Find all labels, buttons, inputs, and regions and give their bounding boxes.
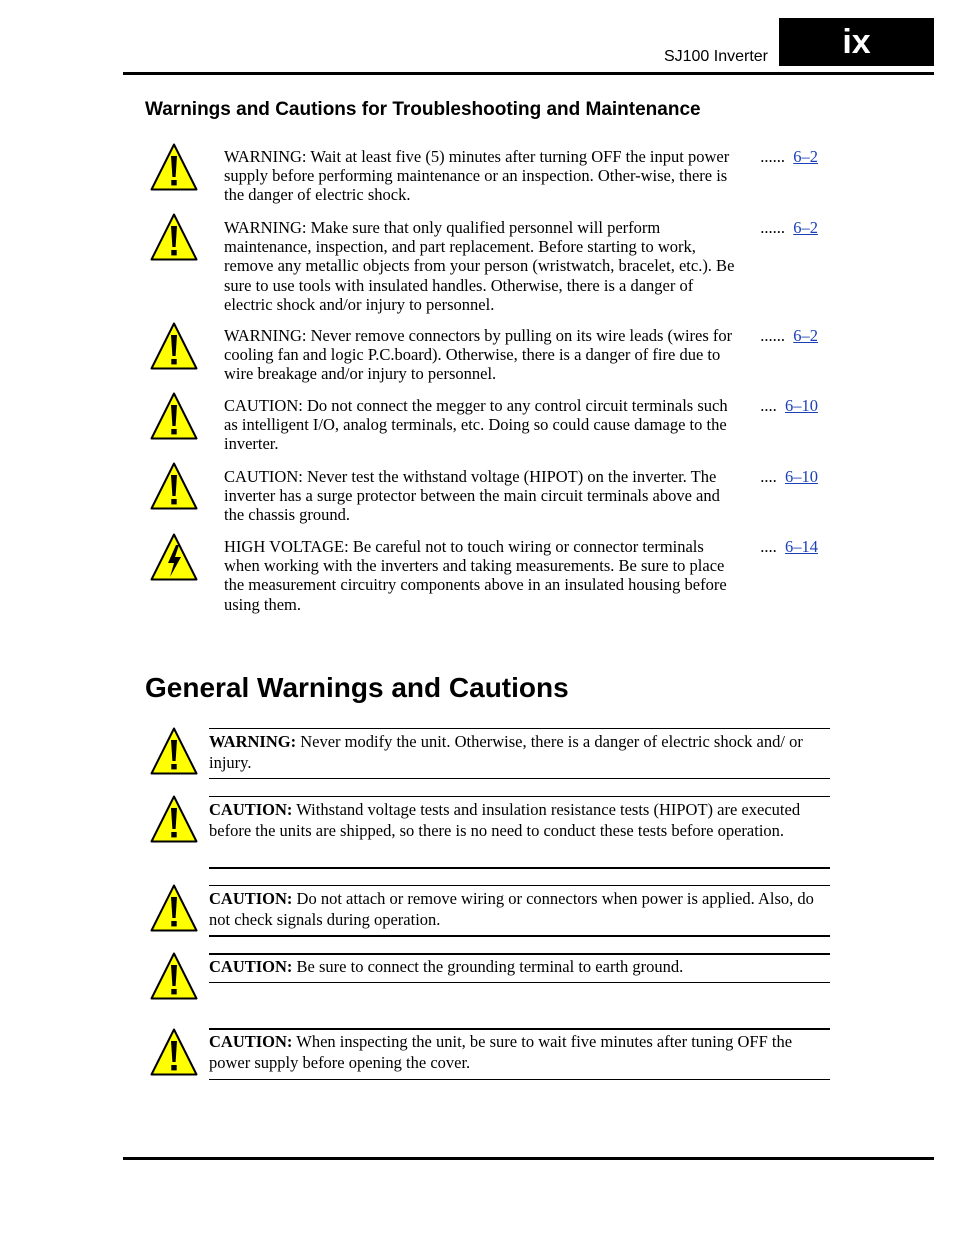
general-caution-text: [209, 888, 829, 930]
warning-text: WARNING: Wait at least five (5) minutes after turning OFF the input power supply before performing maintenance or an inspection. Other-wise, there is the danger of electric shock.: [224, 147, 730, 205]
divider: [209, 1079, 830, 1080]
page-number: ix: [842, 22, 871, 61]
page-reference-link[interactable]: 6–2: [793, 147, 818, 166]
caution-text: CAUTION: Do not connect the megger to any control circuit terminals such as intelligent I/O, analog terminals, etc. Doing so could cause damage to the inverter.: [224, 396, 728, 454]
warning-triangle-icon: [150, 462, 198, 510]
warning-triangle-icon: [150, 143, 198, 191]
leader-dots: ......: [760, 147, 785, 166]
page-reference: [742, 147, 818, 166]
general-caution-text: [209, 956, 829, 977]
page-reference-link[interactable]: 6–2: [793, 218, 818, 237]
warning-triangle-icon: [150, 1028, 198, 1076]
page-reference-link[interactable]: 6–14: [785, 537, 818, 556]
warning-label: WARNING:: [209, 732, 297, 751]
warning-text: WARNING: Make sure that only qualified personnel will perform maintenance, inspection, and part replacement. Before starting to work, remove any metallic objects from your person (wristwatch, bracelet, etc.). Be sure to use tools with insulated handles. Otherwise, there is a danger of electric shock and/or injury to personnel.: [224, 218, 735, 314]
high-voltage-icon: [150, 533, 198, 581]
header-title: SJ100 Inverter: [663, 48, 768, 65]
leader-dots: ......: [760, 218, 785, 237]
leader-dots: ......: [760, 326, 785, 345]
page-reference-link[interactable]: 6–10: [785, 396, 818, 415]
divider: [209, 778, 830, 779]
divider: [209, 1028, 830, 1030]
warning-triangle-icon: [150, 952, 198, 1000]
warning-triangle-icon: [150, 795, 198, 843]
page-reference: [742, 326, 818, 345]
general-heading: General Warnings and Cautions: [145, 672, 569, 703]
divider: [209, 982, 830, 983]
high-voltage-text: HIGH VOLTAGE: Be careful not to touch wiring or connector terminals when working with the inverters and taking measurements. Be sure to place the measurement circuitry components above in an insulated housing before using them.: [224, 537, 727, 614]
divider: [209, 728, 830, 729]
general-warning-text: [209, 731, 829, 773]
general-item-text: When inspecting the unit, be sure to wait five minutes after tuning OFF the power supply before opening the cover.: [209, 1032, 793, 1072]
general-item-text: Be sure to connect the grounding terminal to earth ground.: [292, 957, 684, 976]
page-reference: [742, 467, 818, 486]
caution-label: CAUTION:: [209, 957, 293, 976]
warning-triangle-icon: [150, 884, 198, 932]
warning-triangle-icon: [150, 727, 198, 775]
page-number-box: [779, 18, 934, 66]
leader-dots: ....: [760, 537, 777, 556]
general-item-text: Do not attach or remove wiring or connectors when power is applied. Also, do not check signals during operation.: [209, 889, 814, 929]
section-heading: Warnings and Cautions for Troubleshooting and Maintenance: [145, 99, 701, 120]
general-item-text: Withstand voltage tests and insulation resistance tests (HIPOT) are executed before the units are shipped, so there is no need to conduct these tests before operation.: [209, 800, 801, 840]
divider: [209, 953, 830, 955]
footer-rule: [123, 1157, 934, 1160]
general-caution-text: [209, 1031, 829, 1073]
divider: [209, 885, 830, 886]
caution-text: CAUTION: Never test the withstand voltage (HIPOT) on the inverter. The inverter has a surge protector between the main circuit terminals above and the chassis ground.: [224, 467, 720, 525]
general-caution-text: [209, 799, 829, 841]
caution-label: CAUTION:: [209, 800, 293, 819]
page-reference: [742, 537, 818, 556]
leader-dots: ....: [760, 396, 777, 415]
header-rule: [123, 72, 934, 75]
caution-label: CAUTION:: [209, 1032, 293, 1051]
leader-dots: ....: [760, 467, 777, 486]
page-reference: [742, 396, 818, 415]
warning-triangle-icon: [150, 213, 198, 261]
caution-label: CAUTION:: [209, 889, 293, 908]
divider: [209, 867, 830, 869]
page-reference: [742, 218, 818, 237]
warning-triangle-icon: [150, 322, 198, 370]
divider: [209, 796, 830, 797]
divider: [209, 935, 830, 937]
page-reference-link[interactable]: 6–10: [785, 467, 818, 486]
warning-text: WARNING: Never remove connectors by pulling on its wire leads (wires for cooling fan and logic P.C.board). Otherwise, there is a danger of fire due to wire breakage and/or injury to personnel.: [224, 326, 733, 384]
warning-triangle-icon: [150, 392, 198, 440]
page-reference-link[interactable]: 6–2: [793, 326, 818, 345]
general-item-text: Never modify the unit. Otherwise, there is a danger of electric shock and/ or injury.: [209, 732, 803, 772]
